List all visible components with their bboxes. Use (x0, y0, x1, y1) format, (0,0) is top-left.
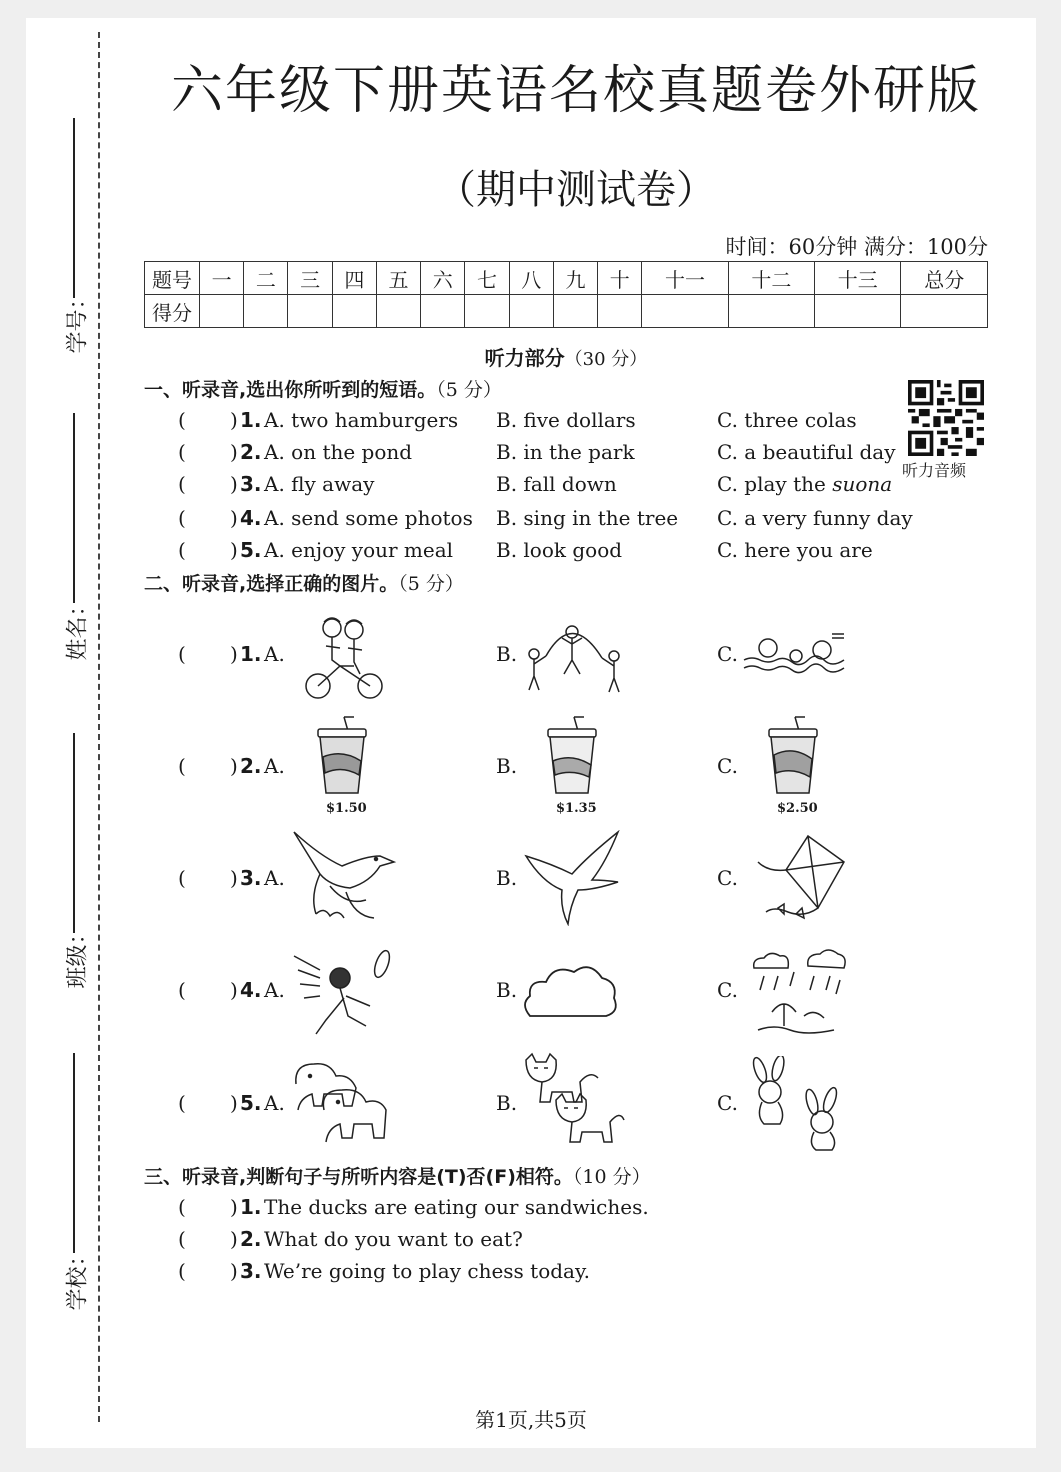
s3-question-2 (178, 1225, 938, 1253)
question-number: 1. (240, 1195, 262, 1219)
option-c-label: C. (717, 642, 738, 666)
answer-paren-open[interactable]: ( (178, 1195, 186, 1219)
question-number: 2. (240, 1227, 262, 1251)
option-c (717, 470, 892, 498)
score-cell: 四 (332, 262, 376, 295)
score-cell: 二 (244, 262, 288, 295)
price-label-c: $2.50 (777, 801, 818, 816)
kids-swimming-picture[interactable] (742, 626, 846, 676)
school-field (56, 1053, 96, 1333)
option-c-label: C. (717, 978, 738, 1002)
price-label-a: $1.50 (326, 801, 367, 816)
name-label: 姓名： (65, 594, 91, 661)
name-line[interactable] (73, 413, 75, 603)
rabbits-picture[interactable] (746, 1056, 846, 1152)
option-b-label: B. (496, 978, 518, 1002)
answer-paren-close: ) (230, 754, 238, 778)
answer-paren-close: ) (230, 472, 238, 496)
option-c: C. a beautiful day (717, 440, 896, 464)
score-input-cell[interactable] (815, 295, 901, 328)
question-number: 1. (240, 642, 262, 666)
option-b: B. five dollars (496, 408, 636, 432)
answer-paren-open[interactable]: ( (178, 506, 186, 530)
section3-heading (144, 1162, 651, 1189)
answer-paren-open[interactable]: ( (178, 408, 186, 432)
question-number: 5. (240, 538, 262, 562)
question-number: 2. (240, 440, 262, 464)
score-table (144, 261, 988, 328)
section2-title: 二、听录音,选择正确的图片。 (144, 573, 399, 595)
statement-text: We’re going to play chess today. (264, 1259, 590, 1283)
class-label: 班级： (65, 922, 91, 989)
statement-text: The ducks are eating our sandwiches. (264, 1195, 649, 1219)
score-input-cell[interactable] (332, 295, 376, 328)
score-cell: 总分 (901, 262, 988, 295)
windy-hat-flying-picture[interactable] (290, 946, 398, 1040)
option-b-label: B. (496, 642, 518, 666)
page-footer: 第1页,共5页 (475, 1408, 587, 1432)
s3-question-1 (178, 1193, 938, 1221)
section3-points: （10 分） (572, 1166, 651, 1188)
exam-sheet (26, 18, 1036, 1448)
class-line[interactable] (73, 733, 75, 933)
answer-paren-close: ) (230, 408, 238, 432)
option-a: A. two hamburgers (264, 408, 459, 432)
option-b: B. sing in the tree (496, 506, 679, 530)
score-input-cell[interactable] (421, 295, 465, 328)
option-c-text: C. play the (717, 472, 833, 496)
drink-cup-picture-b[interactable] (544, 715, 600, 797)
kids-riding-bike-picture[interactable] (296, 608, 392, 704)
answer-paren-open[interactable]: ( (178, 642, 186, 666)
option-c-label: C. (717, 866, 738, 890)
score-cell: 五 (376, 262, 420, 295)
score-cell: 七 (465, 262, 509, 295)
question-number: 5. (240, 1091, 262, 1115)
answer-paren-open[interactable]: ( (178, 978, 186, 1002)
answer-paren-close: ) (230, 978, 238, 1002)
answer-paren-close: ) (230, 1227, 238, 1251)
score-table-header-row (145, 262, 988, 295)
answer-paren-close: ) (230, 1195, 238, 1219)
score-input-cell[interactable] (642, 295, 728, 328)
answer-paren-close: ) (230, 1259, 238, 1283)
score-cell: 十 (598, 262, 642, 295)
listening-heading (144, 342, 988, 371)
answer-paren-open[interactable]: ( (178, 1227, 186, 1251)
option-a: A. enjoy your meal (264, 538, 454, 562)
answer-paren-close: ) (230, 506, 238, 530)
score-cell: 八 (509, 262, 553, 295)
score-cell: 十二 (728, 262, 814, 295)
question-number: 3. (240, 472, 262, 496)
score-input-cell[interactable] (244, 295, 288, 328)
score-cell: 十三 (815, 262, 901, 295)
option-b: B. in the park (496, 440, 635, 464)
answer-paren-open[interactable]: ( (178, 866, 186, 890)
option-a: A. send some photos (264, 506, 473, 530)
answer-paren-open[interactable]: ( (178, 472, 186, 496)
option-b-label: B. (496, 866, 518, 890)
answer-paren-open[interactable]: ( (178, 440, 186, 464)
answer-paren-close: ) (230, 1091, 238, 1115)
drink-cup-picture-a[interactable] (314, 715, 370, 797)
question-number: 1. (240, 408, 262, 432)
score-table-score-row (145, 295, 988, 328)
school-label: 学校： (65, 1244, 91, 1311)
score-input-cell[interactable] (553, 295, 597, 328)
score-input-cell[interactable] (465, 295, 509, 328)
student-no-label: 学号： (65, 287, 91, 354)
s1-question-2 (178, 438, 938, 466)
rainy-day-picture[interactable] (744, 946, 848, 1036)
option-a-label: A. (264, 642, 285, 666)
question-number: 4. (240, 506, 262, 530)
s1-question-3 (178, 470, 938, 498)
score-input-cell[interactable] (509, 295, 553, 328)
score-cell: 三 (288, 262, 332, 295)
option-c-label: C. (717, 754, 738, 778)
tigers-picture[interactable] (520, 1050, 626, 1150)
score-row-label: 得分 (145, 295, 200, 328)
score-input-cell[interactable] (376, 295, 420, 328)
qr-caption: 听力音频 (902, 461, 967, 480)
score-input-cell[interactable] (598, 295, 642, 328)
option-a-label: A. (264, 1091, 285, 1115)
answer-paren-close: ) (230, 642, 238, 666)
time-info: 时间：60分钟 满分：100分 (725, 235, 988, 259)
exam-title: 六年级下册英语名校真题卷外研版 (170, 61, 981, 121)
cloud-picture[interactable] (520, 956, 620, 1026)
score-cell: 六 (421, 262, 465, 295)
option-b-label: B. (496, 1091, 518, 1115)
score-input-cell[interactable] (200, 295, 244, 328)
score-cell: 九 (553, 262, 597, 295)
option-a-label: A. (264, 754, 285, 778)
score-input-cell[interactable] (901, 295, 988, 328)
option-b: B. look good (496, 538, 623, 562)
question-number: 3. (240, 1259, 262, 1283)
score-cell: 一 (200, 262, 244, 295)
listening-points: （30 分） (564, 349, 648, 370)
answer-paren-open[interactable]: ( (178, 1259, 186, 1283)
class-field (56, 733, 96, 1013)
flying-bird-picture[interactable] (522, 830, 624, 926)
listening-title: 听力部分 (484, 346, 565, 370)
s1-question-4 (178, 504, 938, 532)
school-line[interactable] (73, 1053, 75, 1253)
answer-paren-open[interactable]: ( (178, 1091, 186, 1115)
answer-paren-close: ) (230, 866, 238, 890)
section1-points: （5 分） (436, 379, 502, 401)
score-input-cell[interactable] (288, 295, 332, 328)
bird-on-branch-picture[interactable] (290, 826, 398, 926)
answer-paren-close: ) (230, 440, 238, 464)
s1-question-1 (178, 406, 938, 434)
option-b: B. fall down (496, 472, 617, 496)
score-input-cell[interactable] (728, 295, 814, 328)
student-no-line[interactable] (73, 118, 75, 298)
s3-question-3 (178, 1257, 938, 1285)
section1-heading (144, 375, 502, 402)
kite-picture[interactable] (748, 832, 848, 928)
exam-subtitle: （期中测试卷） (436, 167, 716, 213)
name-field (56, 413, 96, 693)
kids-skipping-rope-picture[interactable] (520, 616, 624, 696)
question-number: 2. (240, 754, 262, 778)
price-label-b: $1.35 (556, 801, 597, 816)
student-no-field (56, 118, 96, 368)
section1-title: 一、听录音,选出你所听到的短语。 (144, 379, 437, 401)
score-cell: 十一 (642, 262, 728, 295)
section2-points: （5 分） (398, 573, 464, 595)
option-c-label: C. (717, 1091, 738, 1115)
drink-cup-picture-c[interactable] (765, 715, 821, 797)
option-c: C. here you are (717, 538, 873, 562)
elephants-picture[interactable] (290, 1054, 398, 1148)
section3-title: 三、听录音,判断句子与所听内容是(T)否(F)相符。 (144, 1166, 573, 1188)
option-a-label: A. (264, 978, 285, 1002)
option-c: C. three colas (717, 408, 857, 432)
s1-question-5 (178, 536, 938, 564)
option-b-label: B. (496, 754, 518, 778)
score-cell: 题号 (145, 262, 200, 295)
option-a-label: A. (264, 866, 285, 890)
section2-heading (144, 569, 464, 596)
option-a: A. fly away (264, 472, 375, 496)
statement-text: What do you want to eat? (264, 1227, 523, 1251)
binding-dashed-line (98, 32, 100, 1422)
option-a: A. on the pond (264, 440, 413, 464)
option-c-italic: suona (832, 472, 893, 496)
answer-paren-open[interactable]: ( (178, 538, 186, 562)
question-number: 4. (240, 978, 262, 1002)
answer-paren-close: ) (230, 538, 238, 562)
option-c: C. a very funny day (717, 506, 913, 530)
question-number: 3. (240, 866, 262, 890)
answer-paren-open[interactable]: ( (178, 754, 186, 778)
